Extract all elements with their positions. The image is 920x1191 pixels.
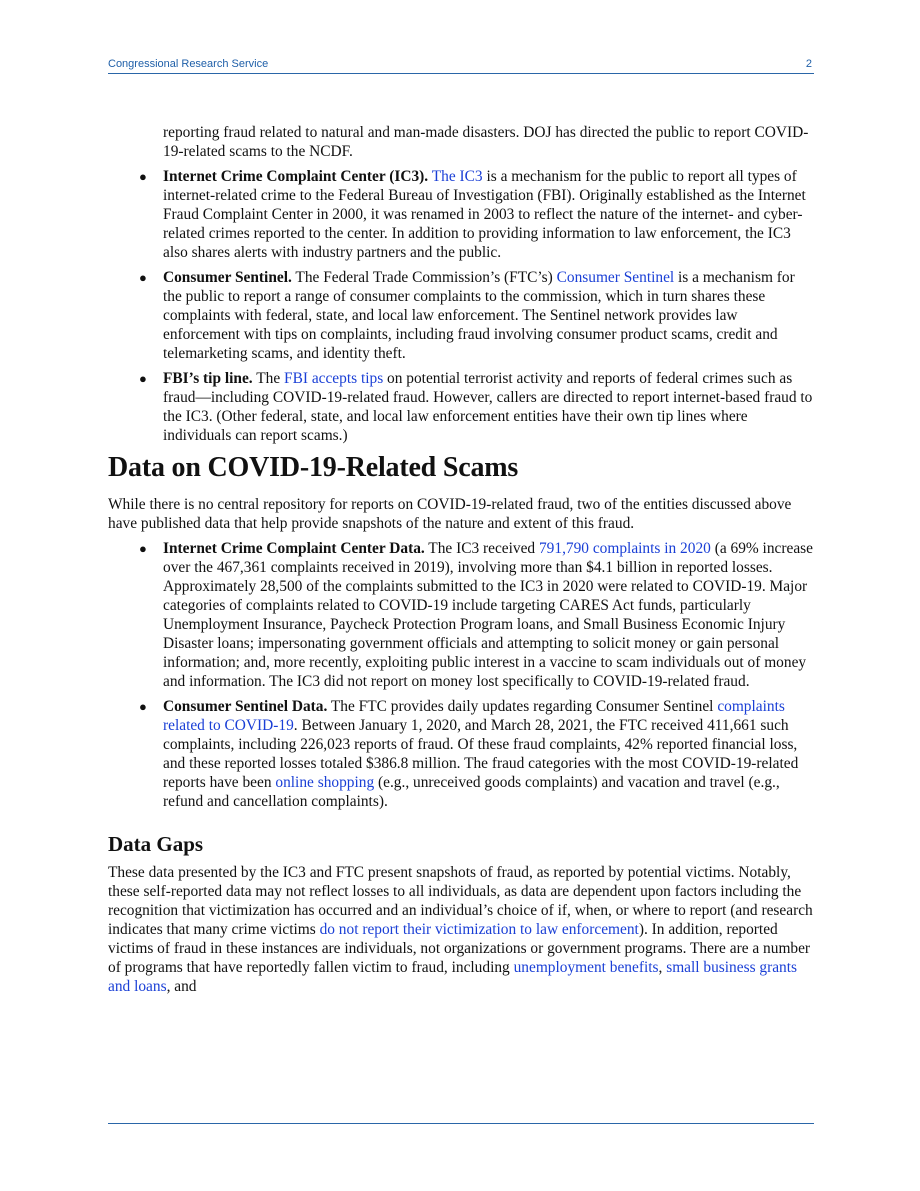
list-item-ic3 [108, 167, 814, 262]
item-text: is a mechanism for the public to report a range of consumer complaints to the commission, which in turn shares these complaints with federal, state, and local law enforcement. The Sentinel network provides law enforcement with tips on complaints, including fraud involving consumer product scams, credit and telemarketing scams, and identity theft. [163, 269, 795, 362]
list-item-ic3-data: ● Internet Crime Complaint Center Data. The IC3 received 791,790 complaints in 2020 (a 69% increase over the 467,361 complaints received in 2019), involving more than $4.1 billion in reported losses. Approximately 28,500 of the complaints submitted to the IC3 in 2020 were related to COVID-19. Major categories of complaints related to COVID-19 include targeting CARES Act funds, particularly Unemployment Insurance, Paycheck Protection Program loans, and Small Business Economic Injury Disaster loans; impersonating government officials and attempting to solicit money or gain personal information; and, more recently, exploiting public interest in a vaccine to scam individuals out of money and information. The IC3 did not report on money lost specifically to COVID-19-related fraud. [139, 540, 813, 690]
intro-continuation: reporting fraud related to natural and man-made disasters. DOJ has directed the public to report COVID-19-related scams to the NCDF. [163, 124, 809, 160]
item-title: FBI’s tip line. [163, 370, 253, 387]
list-item-fbi-tip-line: ● FBI’s tip line. The FBI accepts tips on potential terrorist activity and reports of federal crimes such as fraud—including COVID-19-related fraud. However, callers are directed to report internet-based fraud to the IC3. (Other federal, state, and local law enforcement entities have their own tip lines where individuals can report scams.) [139, 370, 813, 444]
bullet-icon: ● [139, 699, 147, 714]
page-body [108, 123, 814, 996]
item-text: (a 69% increase over the 467,361 complaints received in 2019), involving more than $4.1 billion in reported losses. Approximately 28,500 of the complaints submitted to the IC3 in 2020 were related to COVID-19. Major categories of complaints related to COVID-19 include targeting CARES Act funds, particularly Unemployment Insurance, Paycheck Protection Program loans, and Small Business Economic Injury Disaster loans; impersonating government officials and attempting to solicit money or gain personal information; and, more recently, exploiting public interest in a vaccine to scam individuals out of money and information. The IC3 did not report on money lost specifically to COVID-19-related fraud. [163, 540, 813, 690]
subsection-heading: Data Gaps [108, 832, 204, 856]
entity-list [108, 167, 814, 445]
item-title: Consumer Sentinel Data. [163, 698, 328, 715]
consumer-sentinel-link[interactable]: Consumer Sentinel [556, 269, 675, 286]
bullet-icon: ● [139, 541, 147, 556]
bullet-icon: ● [139, 270, 147, 285]
item-title: Internet Crime Complaint Center Data. [163, 540, 425, 557]
footer-rule [108, 1123, 814, 1124]
small-business-link[interactable]: small business grants and loans [108, 959, 798, 995]
page-header [108, 57, 814, 74]
unemployment-benefits-link[interactable]: unemployment benefits [513, 959, 659, 976]
ic3-complaints-link[interactable]: 791,790 complaints in 2020 [538, 540, 711, 557]
list-item-consumer-sentinel: ● Consumer Sentinel. The Federal Trade Commission’s (FTC’s) Consumer Sentinel is a mechanism for the public to report a range of consumer complaints to the commission, which in turn shares these complaints with federal, state, and local law enforcement. The Sentinel network provides law enforcement with tips on complaints, including fraud involving consumer product scams, credit and telemarketing scams, and identity theft. [139, 269, 795, 362]
section-heading: Data on COVID-19-Related Scams [108, 452, 519, 483]
header-org: Congressional Research Service [108, 58, 269, 70]
item-text: (e.g., unreceived goods complaints) and vacation and travel (e.g., refund and cancellation complaints). [163, 774, 780, 810]
victimization-link[interactable]: do not report their victimization to law enforcement [319, 921, 639, 938]
covid-complaints-link[interactable]: complaints related to COVID-19 [163, 698, 785, 734]
item-title: Internet Crime Complaint Center (IC3). [163, 168, 429, 185]
bullet-icon: ● [139, 169, 147, 184]
ic3-link[interactable]: The IC3 [431, 168, 483, 185]
section-intro: While there is no central repository for reports on COVID-19-related fraud, two of the entities discussed above have published data that help provide snapshots of the nature and extent of this fraud. [108, 496, 792, 532]
online-shopping-link[interactable]: online shopping [275, 774, 375, 791]
header-rule [108, 73, 814, 74]
data-gaps-paragraph: These data presented by the IC3 and FTC present snapshots of fraud, as reported by potential victims. Notably, these self-reported data may not reflect losses to all individuals, as data are dependent upon factors including the recognition that victimization has occurred and an individual’s choice of if, when, or where to report (and research indicates that many crime victims do not report their victimization to law enforcement). In addition, reported victims of fraud in these instances are individuals, not organizations or government programs. There are a number of programs that have reportedly fallen victim to fraud, including unemployment benefits, small business grants and loans, and [108, 864, 813, 995]
page-number: 2 [805, 58, 812, 70]
data-list [108, 539, 814, 811]
list-item-sentinel-data: ● Consumer Sentinel Data. The FTC provides daily updates regarding Consumer Sentinel complaints related to COVID-19. Between January 1, 2020, and March 28, 2021, the FTC received 411,661 such complaints, including 226,023 reports of fraud. Of these fraud complaints, 42% reported financial loss, and these reported losses totaled $386.8 million. The fraud categories with the most COVID-19-related reports have been online shopping (e.g., unreceived goods complaints) and vacation and travel (e.g., refund and cancellation complaints). [139, 698, 799, 810]
item-title: Consumer Sentinel. [163, 269, 292, 286]
bullet-icon: ● [139, 371, 147, 386]
fbi-tips-link[interactable]: FBI accepts tips [284, 370, 384, 387]
item-text: is a mechanism for the public to report all types of internet-related crime to the Federal Bureau of Investigation (FBI). Originally established as the Internet Fraud Complaint Center in 2000, it was renamed in 2003 to reflect the nature of the internet- and cyber-related crimes reported to the center. In addition to providing information to law enforcement, the IC3 also shares alerts with industry partners and the public. [163, 168, 806, 261]
item-text: on potential terrorist activity and reports of federal crimes such as fraud—including COVID-19-related fraud. However, callers are directed to report internet-based fraud to the IC3. (Other federal, state, and local law enforcement entities have their own tip lines where individuals can report scams.) [163, 370, 813, 444]
